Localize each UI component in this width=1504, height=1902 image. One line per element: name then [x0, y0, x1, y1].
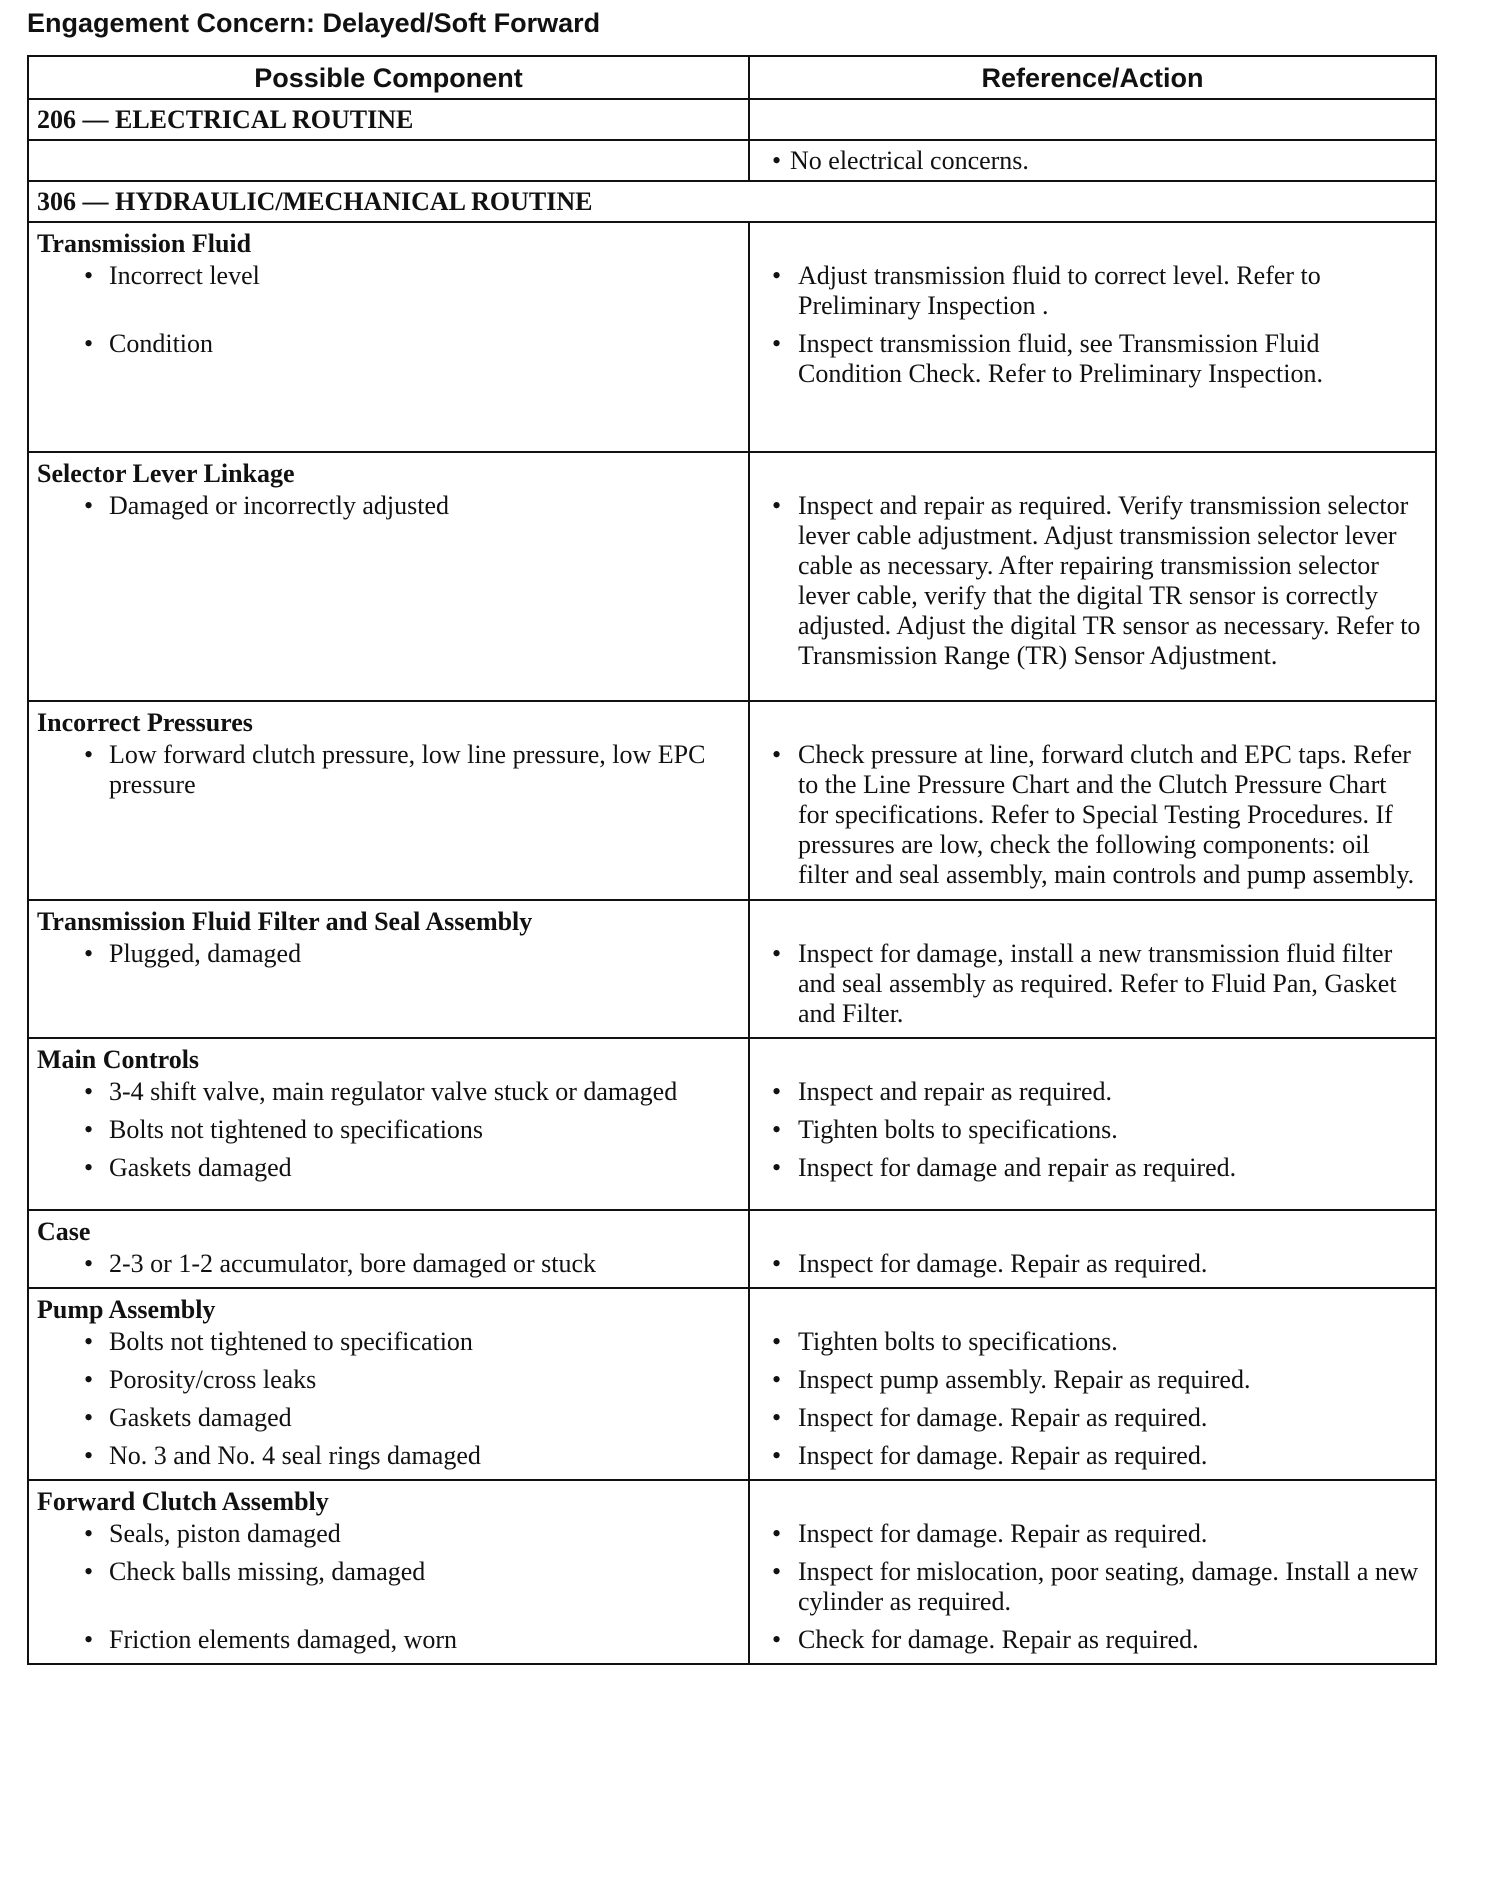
- component-group-row: [28, 1038, 1436, 1210]
- hydraulic-routine-heading: 306 — HYDRAULIC/MECHANICAL ROUTINE: [28, 181, 1436, 222]
- electrical-header-row: [28, 99, 1436, 140]
- action-list: [750, 1249, 1435, 1287]
- action-cell: [749, 701, 1436, 900]
- component-cell: [28, 701, 749, 900]
- spacer: [750, 223, 1435, 261]
- component-group-row: [28, 1210, 1436, 1288]
- spacer: [750, 1211, 1435, 1249]
- component-list: [29, 1519, 748, 1663]
- component-list: [29, 939, 748, 1037]
- component-group-title: Forward Clutch Assembly: [37, 1487, 329, 1516]
- action-list: [750, 939, 1435, 1037]
- component-cell: [28, 1038, 749, 1210]
- component-item: • Damaged or incorrectly adjusted: [37, 491, 740, 671]
- component-item: • Friction elements damaged, worn: [37, 1625, 740, 1655]
- diagnostic-table: [27, 55, 1437, 1665]
- component-group-title: Incorrect Pressures: [37, 708, 253, 737]
- action-item: • Inspect and repair as required.: [758, 1077, 1427, 1107]
- component-group-row: [28, 1288, 1436, 1480]
- action-item: • Check pressure at line, forward clutch and EPC taps. Refer to the Line Pressure Chart and the Clutch Pressure Chart for specifications. Refer to Special Testing Procedures. If pressures are low, check the following components: oil filter and seal assembly, main controls and pump assembly.: [758, 740, 1427, 890]
- hydraulic-header-row: [28, 181, 1436, 222]
- action-cell: [749, 1288, 1436, 1480]
- action-item: • Tighten bolts to specifications.: [758, 1327, 1427, 1357]
- component-item: • Low forward clutch pressure, low line pressure, low EPC pressure: [37, 740, 740, 890]
- spacer: [750, 1289, 1435, 1327]
- component-group-title: Case: [37, 1217, 91, 1246]
- spacer: [750, 901, 1435, 939]
- action-item: • Inspect transmission fluid, see Transmission Fluid Condition Check. Refer to Preliminary Inspection.: [758, 329, 1427, 389]
- component-item: • 3-4 shift valve, main regulator valve stuck or damaged: [37, 1077, 740, 1107]
- component-group-title: Transmission Fluid: [37, 229, 252, 258]
- component-cell: [28, 1480, 749, 1664]
- component-group-row: [28, 701, 1436, 900]
- table-body: [28, 99, 1436, 1664]
- action-list: [750, 261, 1435, 397]
- component-group-title: Selector Lever Linkage: [37, 459, 295, 488]
- action-list: [750, 1077, 1435, 1191]
- page-title: Engagement Concern: Delayed/Soft Forward: [27, 8, 601, 38]
- component-item: • Plugged, damaged: [37, 939, 740, 1029]
- empty-cell: [749, 99, 1436, 140]
- action-item: • Inspect and repair as required. Verify transmission selector lever cable adjustment. Adjust transmission selector lever cable as necessary. After repairing transmission selector lever cable, verify that the digital TR sensor is correctly adjusted. Adjust the digital TR sensor as necessary. Refer to Transmission Range (TR) Sensor Adjustment.: [758, 491, 1427, 671]
- action-item: • Inspect for damage. Repair as required.: [758, 1519, 1427, 1549]
- action-item: • Inspect for damage. Repair as required.: [758, 1441, 1427, 1471]
- component-item: • Bolts not tightened to specification: [37, 1327, 740, 1357]
- action-cell: [749, 900, 1436, 1038]
- component-list: [29, 1077, 748, 1191]
- spacer: [750, 1039, 1435, 1077]
- component-item: • Seals, piston damaged: [37, 1519, 740, 1549]
- action-item: • Adjust transmission fluid to correct level. Refer to Preliminary Inspection .: [758, 261, 1427, 321]
- spacer: [750, 1481, 1435, 1519]
- column-header-component: Possible Component: [28, 56, 749, 99]
- component-group-title: Main Controls: [37, 1045, 200, 1074]
- action-item: • Inspect for damage. Repair as required.: [758, 1403, 1427, 1433]
- component-item: • Condition: [37, 329, 740, 389]
- component-group-title: Pump Assembly: [37, 1295, 216, 1324]
- component-group-row: [28, 1480, 1436, 1664]
- component-cell: [28, 222, 749, 452]
- component-list: [29, 1327, 748, 1479]
- component-item: • 2-3 or 1-2 accumulator, bore damaged or stuck: [37, 1249, 740, 1279]
- action-cell: [749, 1210, 1436, 1288]
- action-list: [750, 740, 1435, 898]
- component-list: [29, 261, 748, 397]
- component-item: • No. 3 and No. 4 seal rings damaged: [37, 1441, 740, 1471]
- action-list: [750, 491, 1435, 679]
- action-item: • Tighten bolts to specifications.: [758, 1115, 1427, 1145]
- component-group-row: [28, 900, 1436, 1038]
- electrical-action: • No electrical concerns.: [758, 146, 1427, 176]
- component-group-row: [28, 222, 1436, 452]
- electrical-action-row: [28, 140, 1436, 181]
- component-list: [29, 1249, 748, 1287]
- component-item: • Porosity/cross leaks: [37, 1365, 740, 1395]
- component-cell: [28, 900, 749, 1038]
- action-item: • Inspect for damage. Repair as required.: [758, 1249, 1427, 1279]
- action-item: • Inspect for damage, install a new transmission fluid filter and seal assembly as required. Refer to Fluid Pan, Gasket and Filter.: [758, 939, 1427, 1029]
- component-item: • Check balls missing, damaged: [37, 1557, 740, 1617]
- component-group-title: Transmission Fluid Filter and Seal Assembly: [37, 907, 533, 936]
- spacer: [750, 453, 1435, 491]
- electrical-action-cell: [749, 140, 1436, 181]
- action-item: • Inspect pump assembly. Repair as required.: [758, 1365, 1427, 1395]
- action-item: • Inspect for mislocation, poor seating, damage. Install a new cylinder as required.: [758, 1557, 1427, 1617]
- component-cell: [28, 1288, 749, 1480]
- action-cell: [749, 222, 1436, 452]
- action-item: • Inspect for damage and repair as required.: [758, 1153, 1427, 1183]
- action-list: [750, 1327, 1435, 1479]
- component-cell: [28, 452, 749, 701]
- electrical-routine-heading: 206 — ELECTRICAL ROUTINE: [28, 99, 749, 140]
- component-cell: [28, 1210, 749, 1288]
- action-cell: [749, 452, 1436, 701]
- component-list: [29, 740, 748, 898]
- component-item: • Incorrect level: [37, 261, 740, 321]
- action-list: [750, 1519, 1435, 1663]
- empty-cell: [28, 140, 749, 181]
- component-item: • Gaskets damaged: [37, 1403, 740, 1433]
- action-cell: [749, 1038, 1436, 1210]
- component-item: • Bolts not tightened to specifications: [37, 1115, 740, 1145]
- column-header-action: Reference/Action: [749, 56, 1436, 99]
- component-item: • Gaskets damaged: [37, 1153, 740, 1183]
- spacer: [750, 702, 1435, 740]
- action-cell: [749, 1480, 1436, 1664]
- component-list: [29, 491, 748, 679]
- action-item: • Check for damage. Repair as required.: [758, 1625, 1427, 1655]
- component-group-row: [28, 452, 1436, 701]
- table-header-row: [28, 56, 1436, 99]
